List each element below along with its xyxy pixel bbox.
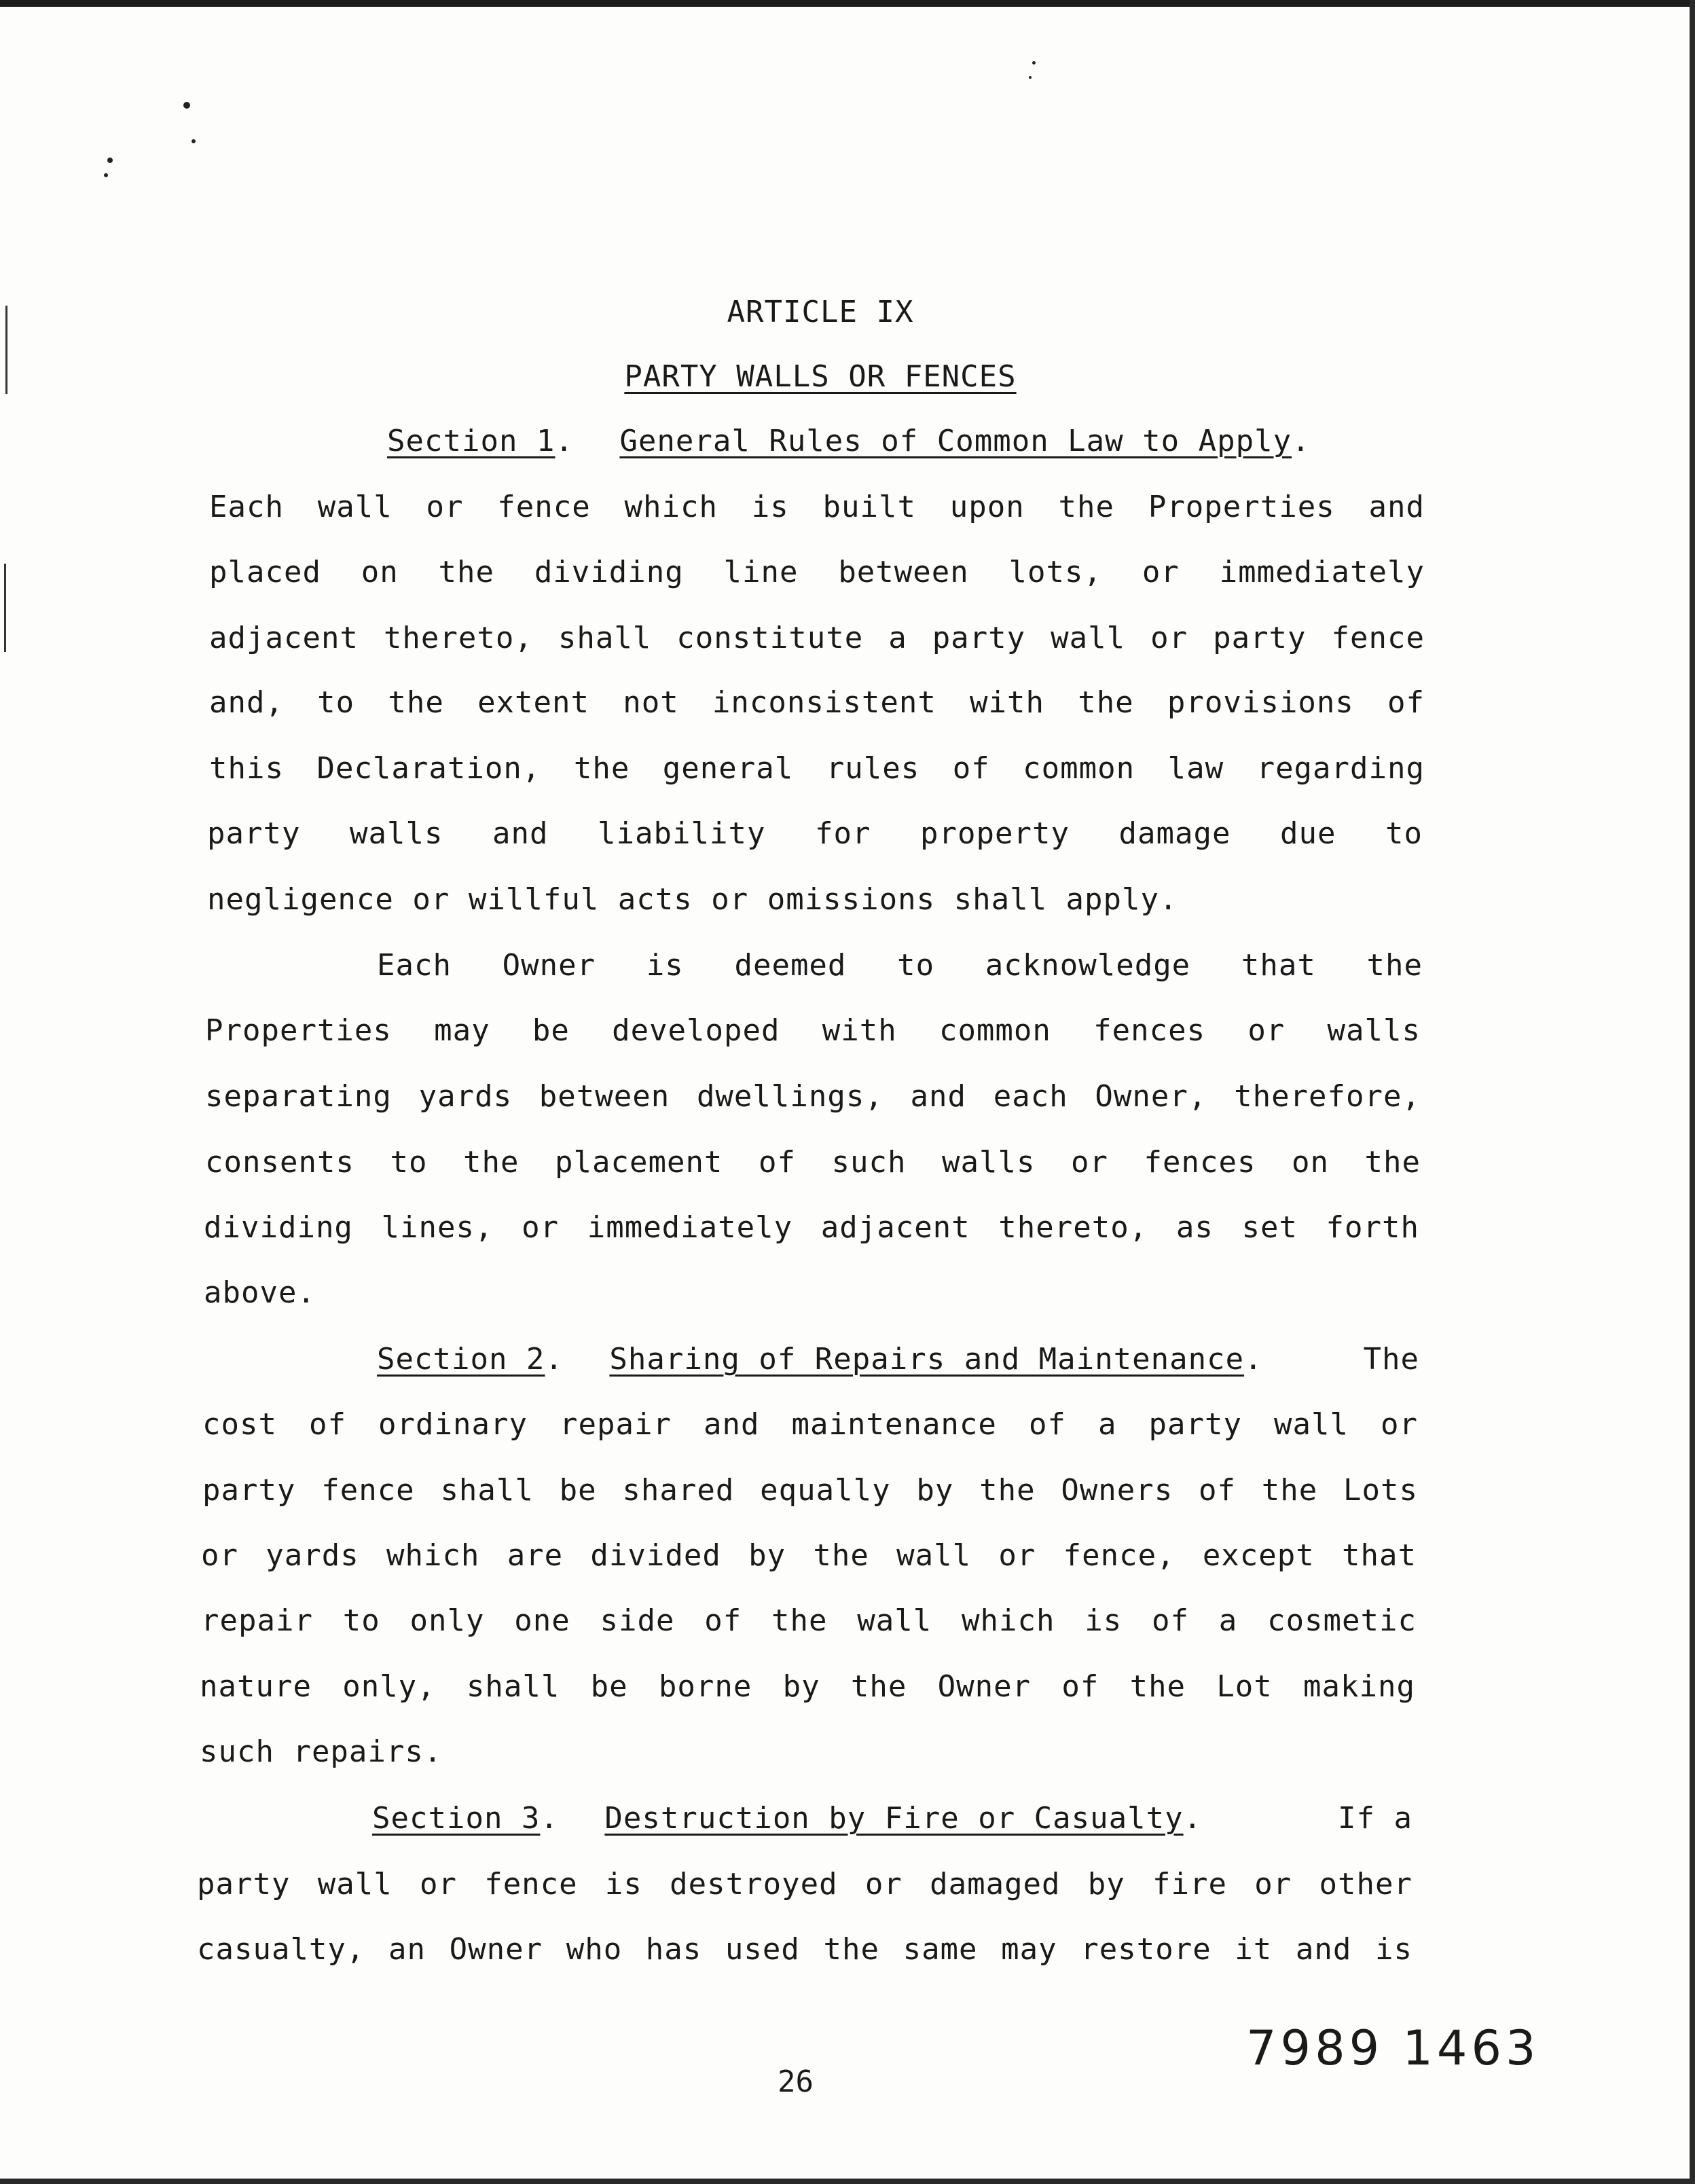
section-1-para2-first: Each Owner is deemed to acknowledge that the (377, 948, 1423, 983)
scan-edge-right (1690, 0, 1695, 2184)
section-3-line: casualty, an Owner who has used the same may restore it and is (197, 1932, 1412, 1967)
section-1-para2-last: above. (204, 1275, 316, 1310)
section-3-line: party wall or fence is destroyed or damaged by fire or other (197, 1867, 1412, 1901)
section-1-line: Each wall or fence which is built upon the Properties and (209, 490, 1425, 524)
period: . (1244, 1342, 1263, 1377)
section-3-title: Destruction by Fire or Casualty (604, 1801, 1184, 1836)
scan-speck (107, 158, 113, 163)
section-2-heading (377, 1339, 1419, 1380)
section-2-title: Sharing of Repairs and Maintenance (609, 1342, 1245, 1377)
section-1-para2-line: consents to the placement of such walls or fences on the (205, 1145, 1421, 1180)
scan-speck (183, 102, 190, 109)
scan-speck (104, 173, 108, 177)
scan-left-mark (4, 564, 6, 652)
section-1-para2-line: separating yards between dwellings, and each Owner, therefore, (205, 1079, 1421, 1114)
period: . (1292, 424, 1311, 458)
article-heading: ARTICLE IX (727, 295, 914, 329)
section-1-line-last: negligence or willful acts or omissions shall apply. (207, 882, 1178, 917)
section-2-line: repair to only one side of the wall which is of a cosmetic (201, 1603, 1417, 1638)
section-1-line: this Declaration, the general rules of common law regarding (209, 751, 1425, 786)
period: . (545, 1342, 583, 1377)
section-2-line-last: such repairs. (200, 1734, 443, 1769)
section-1-para2-line: Properties may be developed with common fences or walls (205, 1013, 1421, 1048)
period: . (1183, 1801, 1203, 1836)
section-1-line: placed on the dividing line between lots, or immediately (209, 555, 1425, 589)
period: . (555, 424, 593, 458)
scan-edge-bottom (0, 2179, 1695, 2184)
section-2-label: Section 2 (377, 1342, 545, 1377)
page-number: 26 (778, 2064, 814, 2099)
scan-edge-top (0, 0, 1695, 7)
section-1-line: and, to the extent not inconsistent with the provisions of (209, 685, 1425, 720)
section-1-para2-line: dividing lines, or immediately adjacent thereto, as set forth (204, 1210, 1419, 1245)
section-1-title: General Rules of Common Law to Apply (619, 424, 1292, 458)
scan-speck (192, 139, 196, 143)
article-title (0, 357, 1641, 397)
section-3-label: Section 3 (372, 1801, 541, 1836)
scan-speck (1029, 76, 1032, 79)
section-2-line: or yards which are divided by the wall or fence, except that (201, 1538, 1417, 1573)
section-2-line: nature only, shall be borne by the Owner of the Lot making (200, 1669, 1415, 1704)
section-1-label: Section 1 (387, 424, 555, 458)
section-3-heading (372, 1798, 1412, 1839)
section-2-line: cost of ordinary repair and maintenance of a party wall or (202, 1407, 1418, 1442)
article-title-text: PARTY WALLS OR FENCES (624, 359, 1017, 394)
section-2-trail: The (1363, 1342, 1419, 1377)
document-number: 7989 1463 (1246, 2020, 1540, 2076)
period: . (540, 1801, 578, 1836)
section-3-trail: If a (1338, 1801, 1412, 1836)
section-1-line: adjacent thereto, shall constitute a party wall or party fence (209, 621, 1425, 655)
section-1-heading (387, 421, 1311, 462)
scan-speck (1032, 61, 1036, 65)
section-1-line: party walls and liability for property damage due to (207, 816, 1423, 851)
section-2-line: party fence shall be shared equally by the Owners of the Lots (202, 1473, 1418, 1508)
